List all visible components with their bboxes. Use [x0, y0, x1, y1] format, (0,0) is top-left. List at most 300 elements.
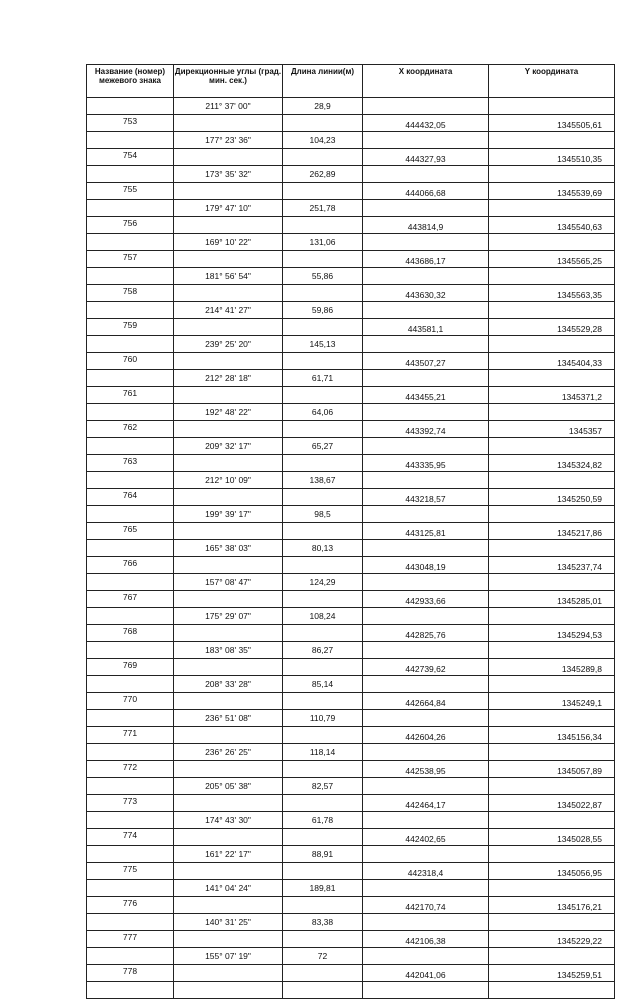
- x-coordinate-cell: 443392,74: [363, 421, 489, 438]
- line-length-cell: 104,23: [283, 132, 363, 149]
- segment-row: [87, 642, 615, 659]
- x-coordinate-cell: 443455,21: [363, 387, 489, 404]
- x-coordinate-cell: 443581,1: [363, 319, 489, 336]
- point-row: [87, 285, 615, 302]
- line-length-cell: 138,67: [283, 472, 363, 489]
- direction-angle-cell: [174, 455, 283, 472]
- line-length-cell: 61,71: [283, 370, 363, 387]
- direction-angle-cell: 161° 22' 17": [174, 846, 283, 863]
- y-coordinate-cell: [489, 506, 615, 523]
- line-length-cell: [283, 982, 363, 999]
- line-length-cell: [283, 727, 363, 744]
- line-length-cell: [283, 421, 363, 438]
- x-coordinate-cell: 442664,84: [363, 693, 489, 710]
- direction-angle-cell: [174, 421, 283, 438]
- y-coordinate-cell: [489, 744, 615, 761]
- header-y-coordinate: Y координата: [489, 65, 615, 98]
- mark-name-cell: 756: [87, 217, 174, 234]
- segment-row: [87, 200, 615, 217]
- y-coordinate-cell: [489, 574, 615, 591]
- mark-name-cell: [87, 540, 174, 557]
- y-coordinate-cell: 1345237,74: [489, 557, 615, 574]
- header-mark-name: Название (номер) межевого знака: [87, 65, 174, 98]
- line-length-cell: [283, 931, 363, 948]
- segment-row: [87, 166, 615, 183]
- line-length-cell: [283, 523, 363, 540]
- point-row: [87, 557, 615, 574]
- mark-name-cell: 761: [87, 387, 174, 404]
- mark-name-cell: [87, 880, 174, 897]
- x-coordinate-cell: [363, 302, 489, 319]
- line-length-cell: 124,29: [283, 574, 363, 591]
- line-length-cell: 110,79: [283, 710, 363, 727]
- point-row: [87, 319, 615, 336]
- direction-angle-cell: [174, 591, 283, 608]
- line-length-cell: 80,13: [283, 540, 363, 557]
- mark-name-cell: 758: [87, 285, 174, 302]
- mark-name-cell: 767: [87, 591, 174, 608]
- mark-name-cell: [87, 404, 174, 421]
- x-coordinate-cell: [363, 268, 489, 285]
- direction-angle-cell: [174, 285, 283, 302]
- line-length-cell: [283, 863, 363, 880]
- coordinates-document: [86, 64, 614, 999]
- direction-angle-cell: 174° 43' 30": [174, 812, 283, 829]
- mark-name-cell: 754: [87, 149, 174, 166]
- mark-name-cell: 769: [87, 659, 174, 676]
- x-coordinate-cell: 442538,95: [363, 761, 489, 778]
- x-coordinate-cell: 442825,76: [363, 625, 489, 642]
- x-coordinate-cell: [363, 948, 489, 965]
- table-header-row: [87, 65, 615, 98]
- mark-name-cell: [87, 948, 174, 965]
- mark-name-cell: 776: [87, 897, 174, 914]
- point-row: [87, 965, 615, 982]
- x-coordinate-cell: [363, 608, 489, 625]
- mark-name-cell: 778: [87, 965, 174, 982]
- y-coordinate-cell: [489, 234, 615, 251]
- y-coordinate-cell: [489, 336, 615, 353]
- direction-angle-cell: 157° 08' 47": [174, 574, 283, 591]
- point-row: [87, 217, 615, 234]
- line-length-cell: [283, 829, 363, 846]
- line-length-cell: [283, 183, 363, 200]
- point-row: [87, 863, 615, 880]
- y-coordinate-cell: 1345505,61: [489, 115, 615, 132]
- header-line-length: Длина линии(м): [283, 65, 363, 98]
- y-coordinate-cell: 1345289,8: [489, 659, 615, 676]
- y-coordinate-cell: [489, 200, 615, 217]
- y-coordinate-cell: [489, 608, 615, 625]
- line-length-cell: [283, 217, 363, 234]
- direction-angle-cell: [174, 795, 283, 812]
- x-coordinate-cell: [363, 506, 489, 523]
- mark-name-cell: 762: [87, 421, 174, 438]
- line-length-cell: [283, 965, 363, 982]
- x-coordinate-cell: [363, 370, 489, 387]
- direction-angle-cell: 175° 29' 07": [174, 608, 283, 625]
- point-row: [87, 591, 615, 608]
- segment-row: [87, 574, 615, 591]
- direction-angle-cell: [174, 149, 283, 166]
- y-coordinate-cell: [489, 132, 615, 149]
- y-coordinate-cell: 1345324,82: [489, 455, 615, 472]
- line-length-cell: 65,27: [283, 438, 363, 455]
- mark-name-cell: [87, 676, 174, 693]
- segment-row: [87, 846, 615, 863]
- y-coordinate-cell: [489, 880, 615, 897]
- direction-angle-cell: [174, 251, 283, 268]
- direction-angle-cell: [174, 659, 283, 676]
- direction-angle-cell: [174, 982, 283, 999]
- segment-row: [87, 336, 615, 353]
- line-length-cell: [283, 489, 363, 506]
- mark-name-cell: [87, 506, 174, 523]
- direction-angle-cell: 212° 28' 18": [174, 370, 283, 387]
- line-length-cell: [283, 795, 363, 812]
- direction-angle-cell: [174, 319, 283, 336]
- y-coordinate-cell: [489, 642, 615, 659]
- mark-name-cell: [87, 370, 174, 387]
- mark-name-cell: 777: [87, 931, 174, 948]
- line-length-cell: [283, 149, 363, 166]
- mark-name-cell: 757: [87, 251, 174, 268]
- y-coordinate-cell: [489, 472, 615, 489]
- direction-angle-cell: 236° 26' 25": [174, 744, 283, 761]
- y-coordinate-cell: 1345250,59: [489, 489, 615, 506]
- direction-angle-cell: 205° 05' 38": [174, 778, 283, 795]
- line-length-cell: [283, 761, 363, 778]
- y-coordinate-cell: 1345563,35: [489, 285, 615, 302]
- mark-name-cell: 775: [87, 863, 174, 880]
- direction-angle-cell: [174, 761, 283, 778]
- segment-row: [87, 948, 615, 965]
- y-coordinate-cell: 1345176,21: [489, 897, 615, 914]
- mark-name-cell: 766: [87, 557, 174, 574]
- x-coordinate-cell: [363, 812, 489, 829]
- x-coordinate-cell: [363, 540, 489, 557]
- header-direction-angle: Дирекционные углы (град. мин. сек.): [174, 65, 283, 98]
- x-coordinate-cell: [363, 98, 489, 115]
- direction-angle-cell: 181° 56' 54": [174, 268, 283, 285]
- mark-name-cell: 759: [87, 319, 174, 336]
- mark-name-cell: [87, 914, 174, 931]
- x-coordinate-cell: 442464,17: [363, 795, 489, 812]
- x-coordinate-cell: [363, 846, 489, 863]
- x-coordinate-cell: [363, 166, 489, 183]
- line-length-cell: [283, 557, 363, 574]
- direction-angle-cell: 214° 41' 27": [174, 302, 283, 319]
- y-coordinate-cell: 1345529,28: [489, 319, 615, 336]
- line-length-cell: 118,14: [283, 744, 363, 761]
- direction-angle-cell: 239° 25' 20": [174, 336, 283, 353]
- segment-row: [87, 98, 615, 115]
- direction-angle-cell: 209° 32' 17": [174, 438, 283, 455]
- segment-row: [87, 914, 615, 931]
- direction-angle-cell: 173° 35' 32": [174, 166, 283, 183]
- x-coordinate-cell: [363, 710, 489, 727]
- header-x-coordinate: X координата: [363, 65, 489, 98]
- y-coordinate-cell: [489, 370, 615, 387]
- mark-name-cell: [87, 710, 174, 727]
- y-coordinate-cell: [489, 540, 615, 557]
- x-coordinate-cell: 442041,06: [363, 965, 489, 982]
- x-coordinate-cell: [363, 982, 489, 999]
- segment-row: [87, 506, 615, 523]
- x-coordinate-cell: 442739,62: [363, 659, 489, 676]
- y-coordinate-cell: 1345540,63: [489, 217, 615, 234]
- y-coordinate-cell: 1345539,69: [489, 183, 615, 200]
- direction-angle-cell: [174, 829, 283, 846]
- point-row: [87, 659, 615, 676]
- segment-row: [87, 744, 615, 761]
- mark-name-cell: 768: [87, 625, 174, 642]
- x-coordinate-cell: 443630,32: [363, 285, 489, 302]
- mark-name-cell: [87, 846, 174, 863]
- line-length-cell: [283, 897, 363, 914]
- point-row: [87, 353, 615, 370]
- x-coordinate-cell: 443335,95: [363, 455, 489, 472]
- y-coordinate-cell: 1345259,51: [489, 965, 615, 982]
- segment-row: [87, 880, 615, 897]
- x-coordinate-cell: 442106,38: [363, 931, 489, 948]
- line-length-cell: [283, 353, 363, 370]
- direction-angle-cell: [174, 523, 283, 540]
- mark-name-cell: 770: [87, 693, 174, 710]
- direction-angle-cell: [174, 353, 283, 370]
- direction-angle-cell: 192° 48' 22": [174, 404, 283, 421]
- y-coordinate-cell: 1345022,87: [489, 795, 615, 812]
- segment-row: [87, 234, 615, 251]
- direction-angle-cell: [174, 217, 283, 234]
- y-coordinate-cell: [489, 98, 615, 115]
- x-coordinate-cell: 443218,57: [363, 489, 489, 506]
- direction-angle-cell: [174, 183, 283, 200]
- x-coordinate-cell: 442402,65: [363, 829, 489, 846]
- mark-name-cell: [87, 608, 174, 625]
- line-length-cell: 85,14: [283, 676, 363, 693]
- point-row: [87, 829, 615, 846]
- x-coordinate-cell: 443814,9: [363, 217, 489, 234]
- x-coordinate-cell: [363, 642, 489, 659]
- mark-name-cell: [87, 472, 174, 489]
- mark-name-cell: [87, 302, 174, 319]
- line-length-cell: 189,81: [283, 880, 363, 897]
- y-coordinate-cell: [489, 710, 615, 727]
- direction-angle-cell: 199° 39' 17": [174, 506, 283, 523]
- x-coordinate-cell: 442170,74: [363, 897, 489, 914]
- point-row: [87, 489, 615, 506]
- line-length-cell: [283, 251, 363, 268]
- direction-angle-cell: 183° 08' 35": [174, 642, 283, 659]
- y-coordinate-cell: 1345404,33: [489, 353, 615, 370]
- line-length-cell: [283, 693, 363, 710]
- segment-row: [87, 982, 615, 999]
- direction-angle-cell: [174, 387, 283, 404]
- mark-name-cell: [87, 574, 174, 591]
- x-coordinate-cell: [363, 472, 489, 489]
- point-row: [87, 115, 615, 132]
- line-length-cell: 98,5: [283, 506, 363, 523]
- y-coordinate-cell: [489, 438, 615, 455]
- direction-angle-cell: 177° 23' 36": [174, 132, 283, 149]
- segment-row: [87, 608, 615, 625]
- segment-row: [87, 540, 615, 557]
- direction-angle-cell: [174, 863, 283, 880]
- direction-angle-cell: [174, 897, 283, 914]
- line-length-cell: 86,27: [283, 642, 363, 659]
- mark-name-cell: [87, 642, 174, 659]
- line-length-cell: 64,06: [283, 404, 363, 421]
- line-length-cell: 251,78: [283, 200, 363, 217]
- y-coordinate-cell: 1345371,2: [489, 387, 615, 404]
- line-length-cell: [283, 115, 363, 132]
- x-coordinate-cell: [363, 744, 489, 761]
- x-coordinate-cell: [363, 200, 489, 217]
- direction-angle-cell: [174, 727, 283, 744]
- direction-angle-cell: 179° 47' 10": [174, 200, 283, 217]
- direction-angle-cell: 141° 04' 24": [174, 880, 283, 897]
- line-length-cell: [283, 659, 363, 676]
- line-length-cell: 145,13: [283, 336, 363, 353]
- direction-angle-cell: 169° 10' 22": [174, 234, 283, 251]
- x-coordinate-cell: 442604,26: [363, 727, 489, 744]
- y-coordinate-cell: 1345217,86: [489, 523, 615, 540]
- line-length-cell: [283, 319, 363, 336]
- y-coordinate-cell: [489, 812, 615, 829]
- y-coordinate-cell: 1345565,25: [489, 251, 615, 268]
- y-coordinate-cell: 1345056,95: [489, 863, 615, 880]
- x-coordinate-cell: [363, 438, 489, 455]
- x-coordinate-cell: 443507,27: [363, 353, 489, 370]
- line-length-cell: [283, 625, 363, 642]
- point-row: [87, 625, 615, 642]
- line-length-cell: [283, 591, 363, 608]
- mark-name-cell: 753: [87, 115, 174, 132]
- x-coordinate-cell: 444432,05: [363, 115, 489, 132]
- x-coordinate-cell: [363, 778, 489, 795]
- line-length-cell: [283, 455, 363, 472]
- mark-name-cell: 755: [87, 183, 174, 200]
- x-coordinate-cell: [363, 676, 489, 693]
- x-coordinate-cell: 444066,68: [363, 183, 489, 200]
- y-coordinate-cell: 1345156,34: [489, 727, 615, 744]
- point-row: [87, 761, 615, 778]
- point-row: [87, 183, 615, 200]
- x-coordinate-cell: [363, 234, 489, 251]
- direction-angle-cell: 236° 51' 08": [174, 710, 283, 727]
- line-length-cell: 55,86: [283, 268, 363, 285]
- line-length-cell: 28,9: [283, 98, 363, 115]
- mark-name-cell: [87, 234, 174, 251]
- line-length-cell: 88,91: [283, 846, 363, 863]
- y-coordinate-cell: [489, 914, 615, 931]
- y-coordinate-cell: [489, 846, 615, 863]
- direction-angle-cell: [174, 557, 283, 574]
- direction-angle-cell: 140° 31' 25": [174, 914, 283, 931]
- direction-angle-cell: [174, 115, 283, 132]
- point-row: [87, 251, 615, 268]
- x-coordinate-cell: [363, 880, 489, 897]
- direction-angle-cell: [174, 931, 283, 948]
- segment-row: [87, 268, 615, 285]
- line-length-cell: [283, 387, 363, 404]
- mark-name-cell: [87, 744, 174, 761]
- x-coordinate-cell: [363, 132, 489, 149]
- y-coordinate-cell: 1345294,53: [489, 625, 615, 642]
- segment-row: [87, 472, 615, 489]
- boundary-marks-table: [86, 64, 615, 999]
- direction-angle-cell: [174, 489, 283, 506]
- y-coordinate-cell: [489, 302, 615, 319]
- point-row: [87, 421, 615, 438]
- y-coordinate-cell: [489, 778, 615, 795]
- direction-angle-cell: [174, 693, 283, 710]
- mark-name-cell: 763: [87, 455, 174, 472]
- point-row: [87, 727, 615, 744]
- x-coordinate-cell: 443048,19: [363, 557, 489, 574]
- line-length-cell: 61,78: [283, 812, 363, 829]
- point-row: [87, 897, 615, 914]
- x-coordinate-cell: 442933,66: [363, 591, 489, 608]
- y-coordinate-cell: 1345229,22: [489, 931, 615, 948]
- segment-row: [87, 676, 615, 693]
- mark-name-cell: [87, 778, 174, 795]
- y-coordinate-cell: 1345357: [489, 421, 615, 438]
- y-coordinate-cell: 1345057,89: [489, 761, 615, 778]
- mark-name-cell: [87, 200, 174, 217]
- mark-name-cell: [87, 166, 174, 183]
- line-length-cell: 262,89: [283, 166, 363, 183]
- y-coordinate-cell: [489, 676, 615, 693]
- y-coordinate-cell: [489, 268, 615, 285]
- mark-name-cell: [87, 336, 174, 353]
- line-length-cell: 108,24: [283, 608, 363, 625]
- x-coordinate-cell: 442318,4: [363, 863, 489, 880]
- mark-name-cell: [87, 268, 174, 285]
- line-length-cell: 131,06: [283, 234, 363, 251]
- direction-angle-cell: 211° 37' 00": [174, 98, 283, 115]
- x-coordinate-cell: [363, 404, 489, 421]
- mark-name-cell: 764: [87, 489, 174, 506]
- direction-angle-cell: [174, 965, 283, 982]
- direction-angle-cell: 212° 10' 09": [174, 472, 283, 489]
- y-coordinate-cell: [489, 404, 615, 421]
- segment-row: [87, 404, 615, 421]
- x-coordinate-cell: 443686,17: [363, 251, 489, 268]
- mark-name-cell: [87, 982, 174, 999]
- line-length-cell: [283, 285, 363, 302]
- line-length-cell: 72: [283, 948, 363, 965]
- y-coordinate-cell: [489, 948, 615, 965]
- line-length-cell: 59,86: [283, 302, 363, 319]
- mark-name-cell: 774: [87, 829, 174, 846]
- segment-row: [87, 438, 615, 455]
- segment-row: [87, 132, 615, 149]
- point-row: [87, 693, 615, 710]
- mark-name-cell: [87, 132, 174, 149]
- direction-angle-cell: [174, 625, 283, 642]
- point-row: [87, 523, 615, 540]
- point-row: [87, 149, 615, 166]
- mark-name-cell: 772: [87, 761, 174, 778]
- line-length-cell: 83,38: [283, 914, 363, 931]
- segment-row: [87, 710, 615, 727]
- mark-name-cell: 771: [87, 727, 174, 744]
- direction-angle-cell: 208° 33' 28": [174, 676, 283, 693]
- segment-row: [87, 370, 615, 387]
- direction-angle-cell: 155° 07' 19": [174, 948, 283, 965]
